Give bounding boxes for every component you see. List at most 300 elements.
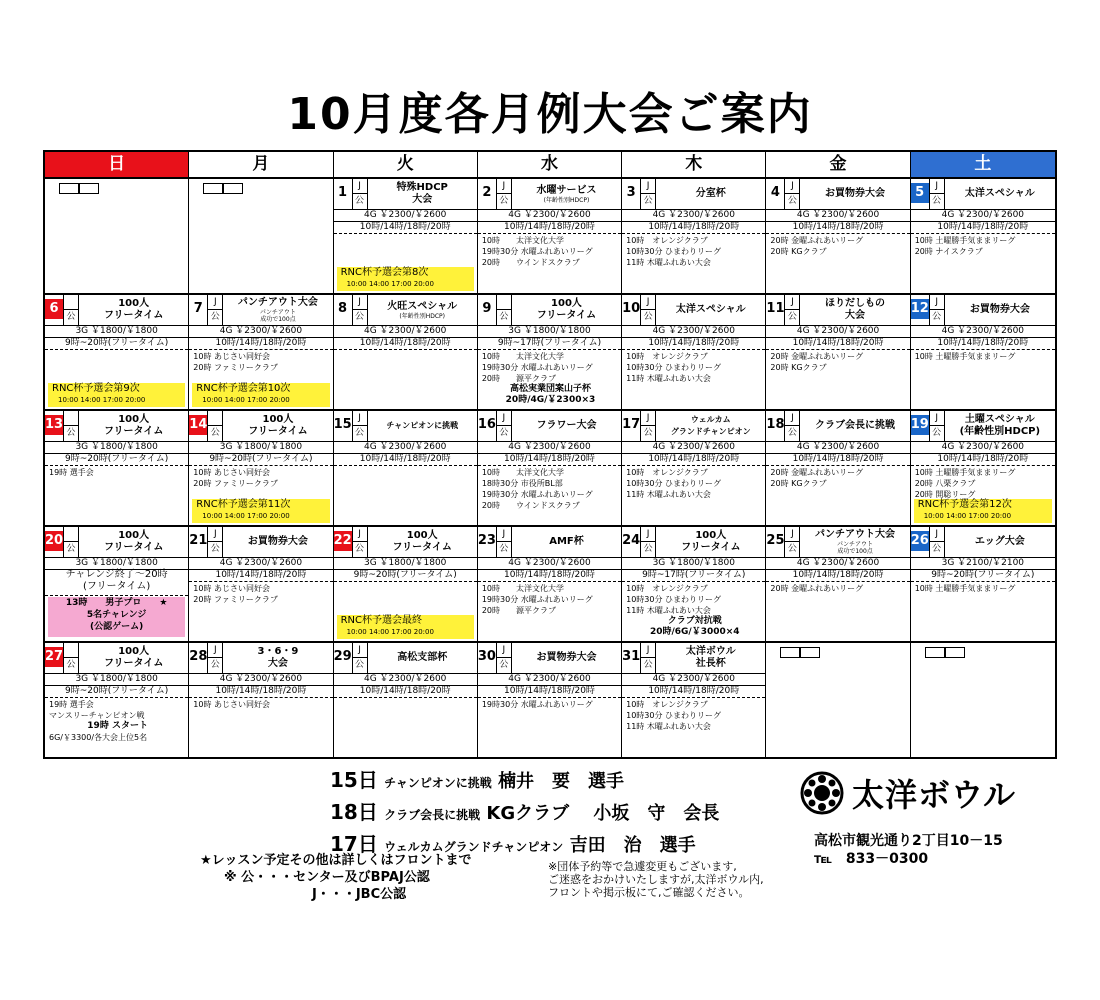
day-cell (45, 179, 189, 293)
league-item: 10時 太洋文化大学 (481, 468, 565, 477)
start-times-text: 10時/14時/18時/20時 (359, 338, 451, 348)
day-number: 26 (911, 531, 929, 551)
event-note: パンチアウト (259, 309, 296, 316)
day-number: 20 (45, 531, 63, 551)
day-number: 15 (333, 417, 352, 432)
league-item: 19時 選手会 (49, 700, 94, 709)
sanction-j (208, 411, 222, 426)
event-title (800, 411, 909, 441)
game-price: 4G ￥2300/￥2600 (766, 558, 909, 570)
start-times (766, 569, 909, 582)
league-item: 19時30分 水曜ふれあいリーグ (481, 247, 593, 256)
weekday-fri: 金 (766, 152, 910, 177)
league-item: 10時30分 ひまわりリーグ (626, 247, 722, 256)
day-header (622, 527, 765, 558)
league-item: 10時 太洋文化大学 (481, 352, 565, 361)
remark-line: ご迷惑をおかけいたしますが,太洋ボウル内, (548, 873, 764, 886)
game-price: 4G ￥2300/￥2600 (334, 442, 477, 454)
day-header (45, 411, 188, 442)
rnc-title: RNC杯予選会最終 (340, 615, 422, 626)
rnc-times: 10:00 14:00 17:00 20:00 (923, 512, 1012, 520)
start-times (766, 337, 909, 350)
logo-text: 太洋ボウル (852, 775, 1017, 814)
day-number: 11 (766, 301, 785, 316)
sanction-box (929, 411, 945, 441)
day-cell (911, 411, 1055, 525)
day-header (478, 179, 621, 210)
rnc-qualifier-box (192, 499, 329, 523)
pro-challenge-line: (公認ゲーム) (90, 622, 144, 632)
rnc-title: RNC杯予選会第10次 (196, 383, 291, 394)
day-cell (622, 179, 766, 293)
start-times-text: 9時~17時(フリータイム) (497, 338, 602, 348)
event-title (656, 295, 765, 325)
day-cell (45, 411, 189, 525)
event-title (368, 295, 477, 325)
league-item: 20時 ウインドスクラブ (481, 501, 580, 510)
day-cell (478, 527, 622, 641)
note-day: 17日 (330, 832, 378, 856)
empty-box-left (780, 647, 800, 658)
league-item: 10時 オレンジクラブ (626, 700, 708, 709)
start-times (478, 569, 621, 582)
note-label: チャンピオンに挑戦 (384, 776, 492, 790)
day-cell (622, 527, 766, 641)
day-number: 6 (45, 299, 63, 319)
day-number: 12 (911, 299, 929, 319)
game-price: 3G ￥2100/￥2100 (911, 558, 1055, 570)
day-header (622, 411, 765, 442)
start-times (622, 685, 765, 698)
sanction-box (207, 643, 223, 673)
event-title (945, 527, 1055, 557)
day-number: 10 (622, 301, 641, 316)
game-price: 3G ￥1800/￥1800 (45, 326, 188, 338)
league-list (482, 235, 619, 268)
sanction-box (63, 411, 79, 441)
game-price: 4G ￥2300/￥2600 (189, 674, 332, 686)
sanction-kou: 公 (643, 312, 653, 322)
sanction-box (929, 527, 945, 557)
day-cell (334, 411, 478, 525)
day-number: 8 (338, 301, 348, 316)
day-header (478, 643, 621, 674)
sanction-kou: 公 (355, 428, 365, 438)
empty-box-right (945, 647, 965, 658)
start-times (189, 569, 332, 582)
sanction-j: J (497, 643, 511, 658)
day-number: 14 (189, 415, 207, 435)
league-list (626, 351, 763, 384)
sanction-j: J (208, 527, 222, 542)
event-title (368, 527, 477, 557)
start-times (45, 569, 188, 596)
day-number: 9 (482, 301, 492, 316)
sanction-j: J (785, 527, 799, 542)
game-price: 3G ￥1800/￥1800 (478, 326, 621, 338)
league-item: 19時30分 水曜ふれあいリーグ (481, 363, 593, 372)
legend-j: J・・・JBC公認 (312, 887, 407, 902)
day-header (478, 527, 621, 558)
game-price: 4G ￥2300/￥2600 (622, 442, 765, 454)
event-name: お買物券大会 (969, 304, 1030, 315)
event-title (800, 527, 909, 557)
game-price: 4G ￥2300/￥2600 (478, 674, 621, 686)
sanction-box (63, 295, 79, 325)
league-list (193, 699, 330, 710)
empty-box-right (800, 647, 820, 658)
sanction-kou: 公 (210, 312, 220, 322)
event-name-line2: グランドチャンピオン (670, 427, 751, 436)
note-day: 15日 (330, 768, 378, 792)
lesson-line: ★レッスン予定その他は詳しくはフロントまで (200, 853, 472, 868)
league-item: 20時 金曜ふれあいリーグ (770, 584, 864, 593)
sanction-j: J (641, 179, 655, 194)
game-price: 3G ￥1800/￥1800 (45, 558, 188, 570)
day-header (766, 411, 909, 442)
rnc-title: RNC杯予選会第11次 (196, 499, 291, 510)
note-row (330, 798, 719, 830)
day-cell (334, 527, 478, 641)
league-item: 20時 源平クラブ (481, 374, 557, 383)
league-list (626, 699, 763, 732)
start-times (45, 337, 188, 350)
day-header (766, 179, 909, 210)
day-header (911, 295, 1055, 326)
league-list (49, 699, 186, 743)
day-cell (622, 411, 766, 525)
league-item: 6G/￥3300/各大会上位5名 (49, 733, 148, 742)
day-number: 7 (193, 301, 203, 316)
sanction-j: J (930, 179, 944, 194)
league-item: 11時 木曜ふれあい大会 (626, 374, 711, 383)
event-title (656, 411, 765, 441)
event-title (79, 411, 188, 441)
start-times-text: 9時~20時(フリータイム) (65, 686, 169, 696)
league-item: 20時 八栗クラブ (914, 479, 976, 488)
event-name: クラブ会長に挑戦 (815, 420, 896, 431)
event-name: 100人 (695, 530, 727, 541)
event-name: 100人 (118, 646, 150, 657)
start-times-text: 10時/14時/18時/20時 (937, 222, 1029, 232)
start-times-text: (フリータイム) (83, 581, 151, 592)
league-item: 10時 太洋文化大学 (481, 584, 565, 593)
game-price: 4G ￥2300/￥2600 (911, 442, 1055, 454)
start-times (478, 685, 621, 698)
event-name: 100人 (118, 298, 150, 309)
league-item: 20時 金曜ふれあいリーグ (770, 352, 864, 361)
event-name: 100人 (118, 414, 150, 425)
event-name: 100人 (551, 298, 582, 309)
day-number: 18 (766, 417, 785, 432)
sanction-j: J (353, 527, 367, 542)
empty-box-left (59, 183, 79, 194)
sanction-j (64, 643, 78, 658)
special-event: 19時 スタート (87, 721, 148, 731)
event-name-line2: フリータイム (103, 310, 164, 321)
sanction-j: J (208, 295, 222, 310)
event-name: 分室杯 (695, 188, 726, 199)
start-times-text: チャレンジ終了～20時 (65, 569, 168, 580)
sanction-kou: 公 (499, 312, 509, 322)
league-item: 10時 あじさい同好会 (193, 700, 271, 709)
day-cell (911, 179, 1055, 293)
start-times-text: 9時~20時(フリータイム) (353, 570, 457, 580)
day-number: 31 (622, 649, 641, 664)
league-list (49, 467, 186, 478)
game-price: 4G ￥2300/￥2600 (766, 326, 909, 338)
event-name-line2: フリータイム (536, 310, 597, 321)
sanction-box (207, 411, 223, 441)
league-list (915, 351, 1053, 362)
event-title (945, 295, 1055, 325)
day-cell (334, 643, 478, 757)
league-item: 20時 金曜ふれあいリーグ (770, 236, 864, 245)
league-item: 10時 オレンジクラブ (626, 352, 708, 361)
event-name: ウェルカム (690, 415, 731, 424)
sanction-kou: 公 (787, 312, 797, 322)
start-times-text: 10時/14時/18時/20時 (504, 570, 595, 580)
day-cell (189, 295, 333, 409)
empty-box-right (79, 183, 99, 194)
start-times-text: 10時/14時/18時/20時 (937, 454, 1029, 464)
event-name: チャンピオンに挑戦 (386, 421, 459, 430)
league-item: 10時 土曜勝手気ままリーグ (914, 352, 1016, 361)
event-name: 100人 (262, 414, 294, 425)
start-times-text: 10時/14時/18時/20時 (215, 570, 307, 580)
start-times (766, 453, 909, 466)
day-header (334, 527, 477, 558)
league-item: 10時 オレンジクラブ (626, 584, 708, 593)
league-item: 20時 ウインドスクラブ (481, 258, 580, 267)
start-times (622, 453, 765, 466)
league-item: 20時 KGクラブ (770, 247, 827, 256)
event-title (656, 643, 765, 673)
day-header (911, 179, 1055, 210)
event-title (223, 643, 332, 673)
sanction-kou: 公 (787, 428, 797, 438)
sanction-box (63, 643, 79, 673)
day-number: 1 (338, 185, 348, 200)
event-name: パンチアウト大会 (237, 297, 318, 308)
sanction-j: J (353, 411, 367, 426)
sanction-kou: 公 (210, 428, 220, 438)
event-name-line2: 大会 (412, 194, 433, 205)
sanction-box (63, 527, 79, 557)
event-name: お買物券大会 (247, 536, 308, 547)
sanction-box (640, 527, 656, 557)
start-times-text: 10時/14時/18時/20時 (359, 686, 451, 696)
event-title (79, 295, 188, 325)
league-item: 20時 ファミリークラブ (193, 363, 278, 372)
event-name-line2: フリータイム (103, 542, 164, 553)
challenge-notes (330, 766, 719, 862)
address (814, 832, 1003, 868)
day-cell (911, 643, 1055, 757)
start-times (478, 221, 621, 234)
start-times-text: 9時~20時(フリータイム) (209, 454, 313, 464)
event-name: 火旺スペシャル (387, 300, 458, 312)
event-name: 太洋ボウル (685, 646, 736, 657)
day-number: 17 (622, 417, 641, 432)
start-times (911, 453, 1055, 466)
rnc-times: 10:00 14:00 17:00 20:00 (346, 280, 434, 288)
event-name-line2: フリータイム (103, 658, 164, 669)
sanction-box (496, 527, 512, 557)
league-item: 18時30分 市役所BL部 (481, 479, 563, 488)
league-item: 11時 木曜ふれあい大会 (626, 490, 711, 499)
start-times (478, 337, 621, 350)
sanction-box (352, 179, 368, 209)
event-title (656, 179, 765, 209)
start-times-text: 10時/14時/18時/20時 (215, 338, 307, 348)
sanction-kou: 公 (932, 312, 942, 322)
sanction-kou: 公 (932, 196, 942, 206)
day-header (189, 411, 332, 442)
start-times-text: 10時/14時/18時/20時 (792, 570, 884, 580)
sanction-j: J (497, 411, 511, 426)
note-name: KGクラブ 小坂 守 会長 (486, 803, 720, 824)
event-title (79, 527, 188, 557)
sanction-j: J (353, 295, 367, 310)
rnc-qualifier-box (48, 383, 185, 407)
league-list (915, 467, 1053, 500)
game-price: 3G ￥1800/￥1800 (45, 674, 188, 686)
day-cell (478, 295, 622, 409)
weekday-header (45, 152, 1055, 179)
league-item: 10時 あじさい同好会 (193, 584, 271, 593)
rnc-qualifier-box (337, 615, 474, 639)
sanction-kou: 公 (787, 196, 797, 206)
day-cell (911, 527, 1055, 641)
rnc-qualifier-box (914, 499, 1052, 523)
rnc-title: RNC杯予選会第9次 (52, 383, 140, 394)
sanction-kou: 公 (499, 544, 509, 554)
start-times (766, 221, 909, 234)
start-times (334, 221, 477, 234)
event-title (512, 295, 621, 325)
event-note: (年齢性別HDCP) (543, 196, 590, 204)
day-number: 24 (622, 533, 641, 548)
sanction-box (640, 411, 656, 441)
event-name: お買物券大会 (825, 188, 886, 199)
sanction-j: J (353, 179, 367, 194)
sanction-box (929, 295, 945, 325)
league-item: 10時 土曜勝手気ままリーグ (914, 236, 1016, 245)
event-title (223, 527, 332, 557)
sanction-kou: 公 (643, 428, 653, 438)
sanction-j: J (641, 411, 655, 426)
day-header (478, 295, 621, 326)
event-title (656, 527, 765, 557)
game-price: 4G ￥2300/￥2600 (478, 558, 621, 570)
start-times-text: 10時/14時/18時/20時 (792, 222, 884, 232)
day-number: 27 (45, 647, 63, 667)
league-item: 19時 選手会 (49, 468, 94, 477)
day-header (334, 295, 477, 326)
day-number: 5 (911, 183, 929, 203)
league-item: 10時 土曜勝手気ままリーグ (914, 468, 1016, 477)
sanction-j: J (497, 527, 511, 542)
sanction-kou: 公 (210, 660, 220, 670)
event-name: AMF杯 (549, 536, 584, 547)
sanction-j: J (930, 527, 944, 542)
sanction-box (496, 411, 512, 441)
sanction-kou: 公 (66, 428, 76, 438)
calendar-week (45, 295, 1055, 411)
event-name: 土曜スペシャル (964, 414, 1035, 425)
logo (800, 765, 1030, 820)
day-cell (334, 179, 478, 293)
day-header (45, 295, 188, 326)
sanction-box (929, 179, 945, 209)
sanction-box (640, 179, 656, 209)
sanction-j: J (930, 411, 944, 426)
league-item: 20時 ファミリークラブ (193, 595, 278, 604)
league-item: 19時30分 水曜ふれあいリーグ (481, 490, 593, 499)
sanction-box (352, 411, 368, 441)
day-number: 16 (477, 417, 496, 432)
game-price: 4G ￥2300/￥2600 (622, 674, 765, 686)
empty-box (925, 647, 965, 669)
sanction-box (784, 295, 800, 325)
day-cell (189, 527, 333, 641)
day-number: 3 (626, 185, 636, 200)
sanction-box (496, 643, 512, 673)
league-list (626, 583, 763, 638)
note-label: クラブ会長に挑戦 (384, 808, 481, 822)
game-price: 4G ￥2300/￥2600 (622, 326, 765, 338)
calendar-week (45, 527, 1055, 643)
day-number: 23 (477, 533, 496, 548)
sanction-kou: 公 (643, 544, 653, 554)
day-cell (766, 179, 910, 293)
event-name-line2: フリータイム (681, 542, 741, 553)
event-title (512, 411, 621, 441)
start-times-text: 10時/14時/18時/20時 (648, 338, 740, 348)
start-times-text: 10時/14時/18時/20時 (648, 454, 740, 464)
start-times (911, 221, 1055, 234)
day-cell (189, 411, 333, 525)
sanction-box (352, 527, 368, 557)
day-header (622, 643, 765, 674)
league-list (770, 351, 907, 373)
day-number: 25 (766, 533, 785, 548)
league-list (482, 583, 619, 616)
day-header (622, 295, 765, 326)
remark-line: ※団体予約等で急遽変更もございます, (548, 860, 737, 873)
event-title (945, 179, 1055, 209)
start-times-text: 10時/14時/18時/20時 (937, 338, 1029, 348)
page-title: 10月度各月例大会ご案内 (287, 89, 813, 140)
sanction-kou: 公 (643, 660, 653, 670)
league-item: 20時 KGクラブ (770, 363, 827, 372)
event-name: フラワー大会 (536, 420, 597, 431)
empty-box (780, 647, 820, 669)
start-times (622, 221, 765, 234)
event-name: ほりだしもの (825, 298, 886, 309)
day-header (334, 411, 477, 442)
event-name: 特殊HDCP (396, 182, 448, 193)
league-list (482, 467, 619, 511)
sanction-j: J (641, 295, 655, 310)
league-item: 10時 あじさい同好会 (193, 468, 271, 477)
day-cell (478, 179, 622, 293)
empty-box-left (925, 647, 945, 658)
day-number: 30 (477, 649, 496, 664)
start-times-text: 10時/14時/18時/20時 (792, 338, 884, 348)
start-times-text: 9時~20時(フリータイム) (65, 454, 169, 464)
